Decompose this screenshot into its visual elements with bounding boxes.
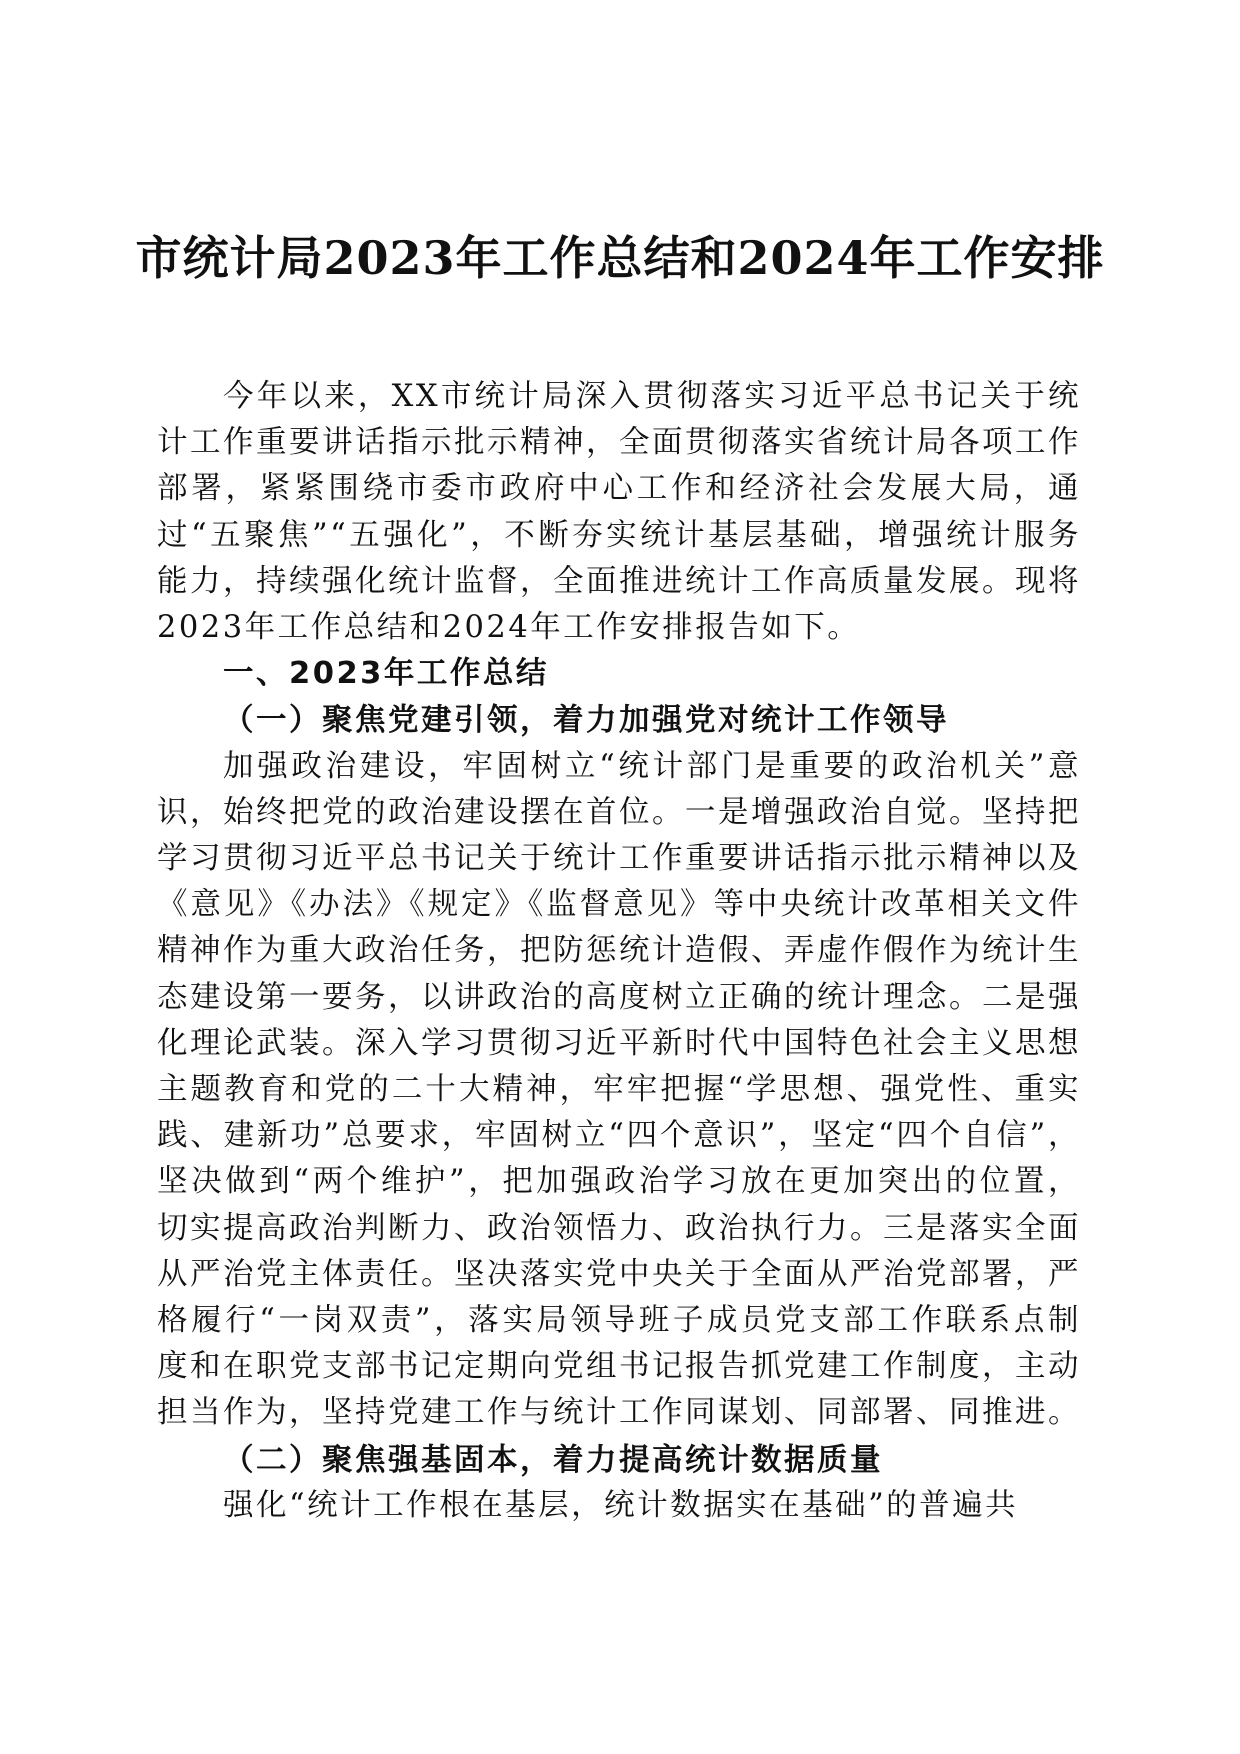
party-building-paragraph: 加强政治建设，牢固树立“统计部门是重要的政治机关”意识，始终把党的政治建设摆在首位。一是增强政治自觉。坚持把学习贯彻习近平总书记关于统计工作重要讲话指示批示精神以及《意见》《办法》《规定》《监督意见》等中央统计改革相关文件精神作为重大政治任务，把防惩统计造假、弄虚作假作为统计生态建设第一要务，以讲政治的高度树立正确的统计理念。二是强化理论武装。深入学习贯彻习近平新时代中国特色社会主义思想主题教育和党的二十大精神，牢牢把握“学思想、强党性、重实践、建新功”总要求，牢固树立“四个意识”，坚定“四个自信”，坚决做到“两个维护”，把加强政治学习放在更加突出的位置，切实提高政治判断力、政治领悟力、政治执行力。三是落实全面从严治党主体责任。坚决落实党中央关于全面从严治党部署，严格履行“一岗双责”，落实局领导班子成员党支部工作联系点制度和在职党支部书记定期向党组书记报告抓党建工作制度，主动担当作为，坚持党建工作与统计工作同谋划、同部署、同推进。: [157, 748, 1081, 1431]
subsection-heading-party-building: （一）聚焦党建引领，着力加强党对统计工作领导: [223, 702, 949, 739]
subsection-heading-data-quality: （二）聚焦强基固本，着力提高统计数据质量: [223, 1441, 883, 1478]
section-heading-summary: 一、2023年工作总结: [223, 656, 549, 692]
document-title: 市统计局2023年工作总结和2024年工作安排: [135, 231, 1105, 285]
data-quality-paragraph: 强化“统计工作根在基层，统计数据实在基础”的普遍共: [223, 1487, 1019, 1523]
intro-paragraph: 今年以来，XX市统计局深入贯彻落实习近平总书记关于统计工作重要讲话指示批示精神，全面贯彻落实省统计局各项工作部署，紧紧围绕市委市政府中心工作和经济社会发展大局，通过“五聚焦”“五强化”，不断夯实统计基层基础，增强统计服务能力，持续强化统计监督，全面推进统计工作高质量发展。现将2023年工作总结和2024年工作安排报告如下。: [157, 379, 1081, 646]
document-body: [157, 374, 1081, 1529]
